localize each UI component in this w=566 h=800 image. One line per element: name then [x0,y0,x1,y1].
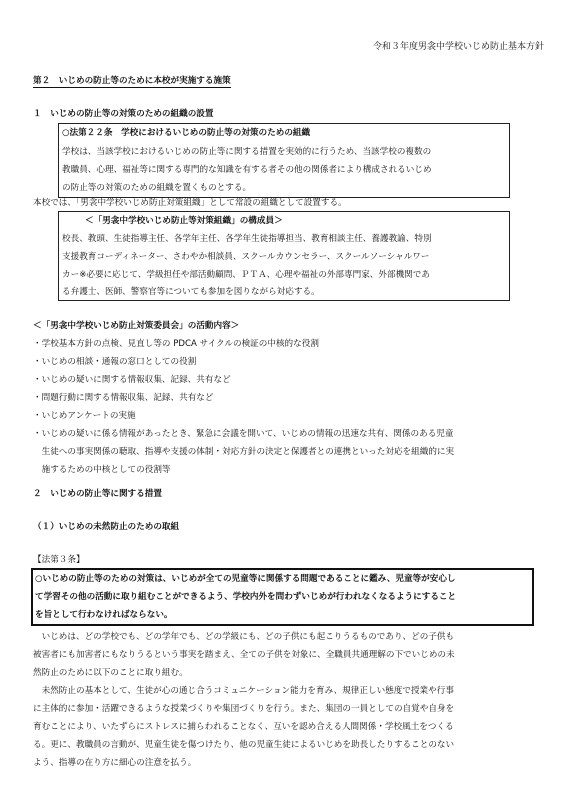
committee-item: ・いじめアンケートの実施 [33,411,136,421]
law3-line: ○いじめの防止等のための対策は、いじめが全ての児童等に関係する問題であることに鑑み、児童等が安心し [35,574,456,584]
paragraph-line: 育むことにより、いたずらにストレスに捕らわれることなく、互いを認め合える人間関係・学校風土をつくる [33,722,454,732]
document-header-title: 令和３年度男衾中学校いじめ防止基本方針 [372,42,544,52]
section-heading [33,77,231,86]
law3-line: て学習その他の活動に取り組むことができるよう、学校内外を問わずいじめが行われなくなるようにすること [35,592,457,602]
law-box-line: の防止等の対策のための組織を置くものとする。 [62,183,252,193]
law-box-title: ○法第２２条 学校におけるいじめの防止等の対策のための組織 [62,128,311,138]
committee-heading: ＜「男衾中学校いじめ防止対策委員会」の活動内容＞ [33,321,240,331]
paragraph-line: 被害者にも加害者にもなりうるという事実を踏まえ、全ての子供を対象に、全職員共通理解の下でいじめの未 [33,650,455,660]
subsection-2-heading: ２ いじめの防止等に関する措置 [33,489,162,499]
members-line: る弁護士、医師、警察官等についても参加を図りながら対応する。 [62,287,320,297]
committee-item: ・いじめの相談・通報の窓口としての役割 [33,357,197,367]
members-line: カー※必要に応じて、学級担任や部活動顧問、ＰＴＡ、心理や福祉の外部専門家、外部機関であ [62,270,430,280]
law-article-3-box [31,568,534,626]
paragraph-line: よう、指導の在り方に細心の注意を払う。 [33,758,197,768]
members-line: 支援教育コーディネーター、さわやか相談員、スクールカウンセラー、スクールソーシャルワー [62,252,430,262]
law-article-3-label: 【法第３条】 [33,555,85,565]
subsection-2-1-heading: （１）いじめの未然防止のための取組 [33,522,180,532]
law3-line: を旨として行わなければならない。 [35,610,173,620]
organization-statement: 本校では、「男衾中学校いじめ防止対策組織」として常設の組織として設置する。 [33,198,347,208]
committee-item: ・いじめの疑いに係る情報があったとき、緊急に会議を開いて、いじめの情報の迅速な共有、関係のある児童 [33,429,454,439]
committee-item: ・学校基本方針の点検、見直し等の PDCA サイクルの検証の中核的な役割 [33,339,319,349]
members-line: 校長、教頭、生徒指導主任、各学年主任、各学年生徒指導担当、教育相談主任、養護教諭、特別 [62,234,432,244]
committee-item: 施するための中核としての役割等 [33,465,171,475]
law-box-line: 学校は、当該学校におけるいじめの防止等に関する措置を実効的に行うため、当該学校の複数の [62,147,432,157]
law-box-line: 教職員、心理、福祉等に関する専門的な知識を有する者その他の関係者により構成されるいじめ [62,165,432,175]
paragraph-line: 未然防止の基本として、生徒が心の通じ合うコミュニケーション能力を育み、規律正しい態度で授業や行事 [33,686,454,696]
subsection-1-heading: １ いじめの防止等の対策のための組織の設置 [33,109,214,119]
paragraph-line: る。更に、教職員の言動が、児童生徒を傷つけたり、他の児童生徒によるいじめを助長したりすることのない [33,740,455,750]
members-box-title: ＜「男衾中学校いじめ防止等対策組織」の構成員＞ [85,216,283,226]
paragraph-line: 然防止のために以下のことに取り組む。 [33,668,188,678]
paragraph-line: いじめは、どの学校でも、どの学年でも、どの学級にも、どの子供にも起こりうるものであり、どの子供も [33,632,455,642]
committee-item: ・いじめの疑いに関する情報収集、記録、共有など [33,375,231,385]
law-article-22-box [58,123,510,198]
section-heading-text: 第２ いじめの防止等のために本校が実施する施策 [33,76,231,86]
committee-item: 生徒への事実関係の聴取、指導や支援の体制・対応方針の決定と保護者との連携といった対応を組織的に実 [33,447,455,457]
organization-members-box [58,211,510,301]
committee-item: ・問題行動に関する情報収集、記録、共有など [33,393,214,403]
paragraph-line: に主体的に参加・活躍できるような授業づくりや集団づくりを行う。また、集団の一員としての自覚や自身を [33,704,455,714]
